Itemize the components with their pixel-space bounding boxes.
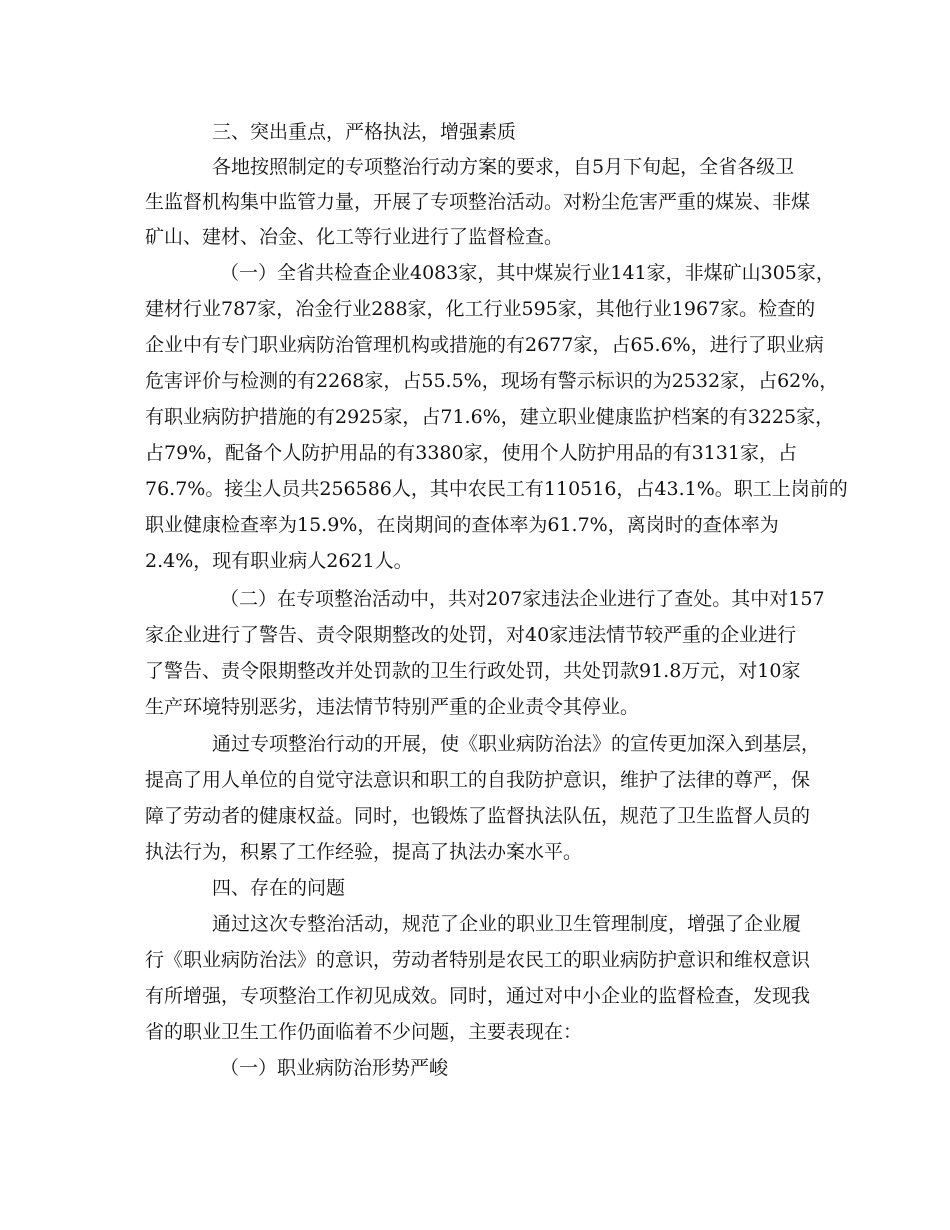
subsection-heading: （一）职业病防治形势严峻 — [220, 1057, 449, 1079]
paragraph-line: （一）全省共检查企业4083家，其中煤炭行业141家，非煤矿山305家， — [220, 262, 835, 284]
paragraph-line: 家企业进行了警告、责令限期整改的处罚，对40家违法情节较严重的企业进行 — [145, 624, 797, 646]
section-heading-4: 四、存在的问题 — [212, 877, 346, 899]
paragraph-line: 行《职业病防治法》的意识，劳动者特别是农民工的职业病防护意识和维权意识 — [145, 949, 811, 971]
paragraph-line: （二）在专项整治活动中，共对207家违法企业进行了查处。其中对157 — [220, 588, 825, 610]
paragraph-line: 障了劳动者的健康权益。同时，也锻炼了监督执法队伍，规范了卫生监督人员的 — [145, 805, 811, 827]
paragraph-line: 企业中有专门职业病防治管理机构或措施的有2677家，占65.6%，进行了职业病 — [145, 334, 824, 356]
paragraph-line: 有职业病防护措施的有2925家，占71.6%，建立职业健康监护档案的有3225家， — [145, 406, 835, 428]
paragraph-line: 建材行业787家，冶金行业288家，化工行业595家，其他行业1967家。检查的 — [145, 298, 816, 320]
paragraph-line: 生产环境特别恶劣，违法情节特别严重的企业责令其停业。 — [145, 696, 640, 718]
paragraph-line: 通过这次专整治活动，规范了企业的职业卫生管理制度，增强了企业履 — [212, 913, 802, 935]
paragraph-line: 通过专项整治行动的开展，使《职业病防治法》的宣传更加深入到基层， — [212, 733, 821, 755]
paragraph-line: 了警告、责令限期整改并处罚款的卫生行政处罚，共处罚款91.8万元，对10家 — [145, 660, 801, 682]
paragraph-line: 提高了用人单位的自觉守法意识和职工的自我防护意识，维护了法律的尊严，保 — [145, 769, 811, 791]
paragraph-line: 76.7%。接尘人员共256586人，其中农民工有110516，占43.1%。职工上岗前的 — [145, 478, 848, 500]
paragraph-line: 危害评价与检测的有2268家，占55.5%，现场有警示标识的为2532家，占62%， — [145, 370, 839, 392]
paragraph-line: 矿山、建材、冶金、化工等行业进行了监督检查。 — [145, 226, 564, 248]
paragraph-line: 职业健康检查率为15.9%，在岗期间的查体率为61.7%，离岗时的查体率为 — [145, 514, 779, 536]
paragraph-line: 占79%，配备个人防护用品的有3380家，使用个人防护用品的有3131家，占 — [145, 442, 797, 464]
section-heading-3: 三、突出重点，严格执法，增强素质 — [212, 121, 517, 143]
paragraph-line: 省的职业卫生工作仍面临着不少问题，主要表现在： — [145, 1021, 583, 1043]
paragraph-line: 各地按照制定的专项整治行动方案的要求，自5月下旬起，全省各级卫 — [212, 156, 795, 178]
paragraph-line: 2.4%，现有职业病人2621人。 — [145, 550, 413, 572]
paragraph-line: 生监督机构集中监管力量，开展了专项整治活动。对粉尘危害严重的煤炭、非煤 — [145, 191, 811, 213]
paragraph-line: 执法行为，积累了工作经验，提高了执法办案水平。 — [145, 841, 583, 863]
paragraph-line: 有所增强，专项整治工作初见成效。同时，通过对中小企业的监督检查，发现我 — [145, 985, 811, 1007]
